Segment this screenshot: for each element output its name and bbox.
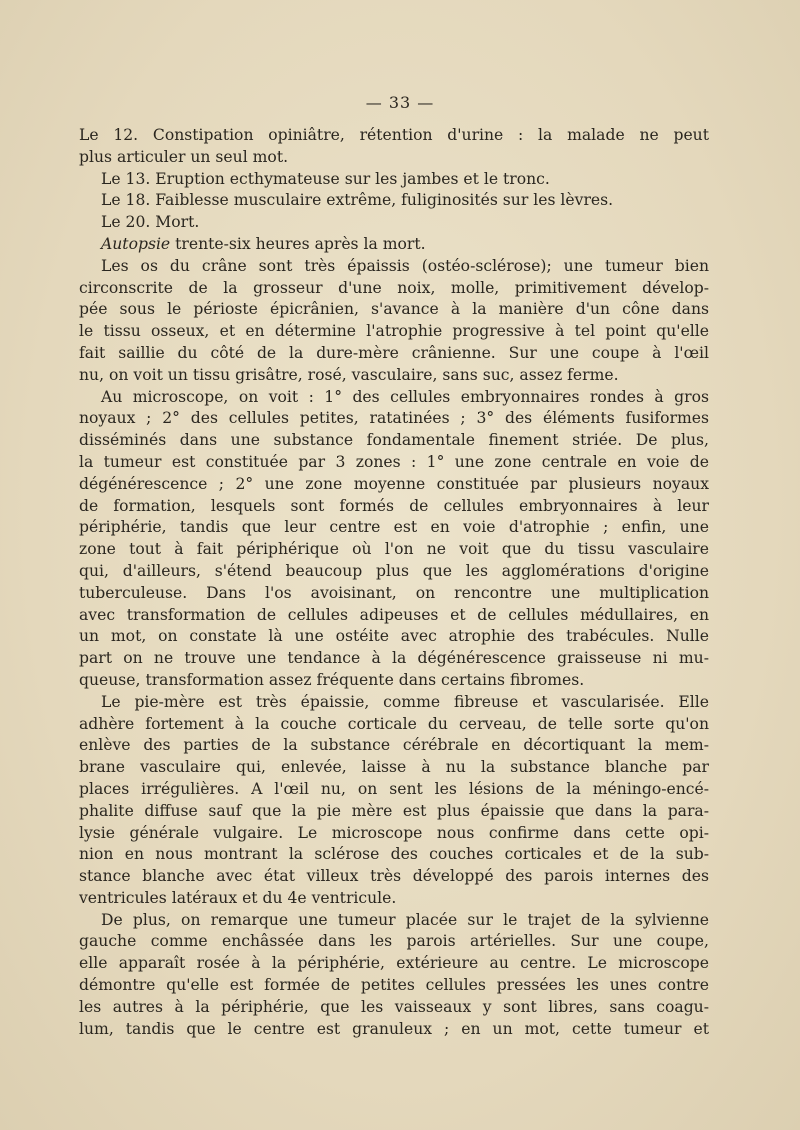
line-text: Le 18. Faiblesse musculaire extrême, fuliginosités sur les lèvres. bbox=[101, 191, 614, 210]
text-line bbox=[79, 561, 709, 583]
line-text: Le 13. Eruption ecthymateuse sur les jambes et le tronc. bbox=[101, 169, 550, 188]
line-text: brane vasculaire qui, enlevée, laisse à nu la substance blanche par bbox=[79, 758, 709, 777]
line-text: plus articuler un seul mot. bbox=[79, 147, 289, 166]
text-line bbox=[79, 953, 709, 975]
text-line bbox=[79, 714, 709, 736]
line-text: stance blanche avec état villeux très développé des parois internes des bbox=[79, 867, 709, 886]
body-text bbox=[79, 125, 709, 1040]
text-line bbox=[79, 823, 709, 845]
text-line bbox=[79, 735, 709, 757]
text-line bbox=[79, 234, 709, 256]
line-text: part on ne trouve une tendance à la dégénérescence graisseuse ni mu- bbox=[79, 649, 709, 668]
line-text: ventricules latéraux et du 4e ventricule. bbox=[79, 888, 397, 907]
text-line bbox=[79, 169, 709, 191]
text-line bbox=[79, 626, 709, 648]
text-line bbox=[79, 997, 709, 1019]
line-text: un mot, on constate là une ostéite avec atrophie des trabécules. Nulle bbox=[79, 627, 709, 646]
line-text: fait saillie du côté de la dure-mère crânienne. Sur une coupe à l'œil bbox=[79, 343, 709, 362]
line-text: la tumeur est constituée par 3 zones : 1° une zone centrale en voie de bbox=[79, 452, 709, 471]
text-line bbox=[79, 147, 709, 169]
text-line bbox=[79, 452, 709, 474]
line-text: Le 20. Mort. bbox=[101, 213, 200, 232]
line-text: gauche comme enchâssée dans les parois artérielles. Sur une coupe, bbox=[79, 932, 709, 951]
page-number: — 33 — bbox=[365, 93, 435, 112]
line-text: le tissu osseux, et en détermine l'atrophie progressive à tel point qu'elle bbox=[79, 322, 709, 341]
line-text: lysie générale vulgaire. Le microscope nous confirme dans cette opi- bbox=[79, 823, 709, 842]
text-line bbox=[79, 256, 709, 278]
line-text: lum, tandis que le centre est granuleux ; en un mot, cette tumeur et bbox=[79, 1019, 709, 1038]
text-line bbox=[79, 474, 709, 496]
line-text: trente-six heures après la mort. bbox=[170, 234, 426, 253]
line-text: queuse, transformation assez fréquente dans certains fibromes. bbox=[79, 670, 585, 689]
line-text: enlève des parties de la substance cérébrale en décortiquant la mem- bbox=[79, 736, 709, 755]
text-line bbox=[79, 692, 709, 714]
text-line bbox=[79, 605, 709, 627]
line-text: pée sous le périoste épicrânien, s'avance à la manière d'un cône dans bbox=[79, 300, 709, 319]
line-text: places irrégulières. A l'œil nu, on sent les lésions de la méningo-encé- bbox=[79, 779, 709, 798]
line-text: Les os du crâne sont très épaissis (ostéo-sclérose); une tumeur bien bbox=[101, 256, 709, 275]
line-text: les autres à la périphérie, que les vaisseaux y sont libres, sans coagu- bbox=[79, 997, 709, 1016]
text-line bbox=[79, 365, 709, 387]
line-text: dégénérescence ; 2° une zone moyenne constituée par plusieurs noyaux bbox=[79, 474, 709, 493]
text-line bbox=[79, 670, 709, 692]
line-text: tuberculeuse. Dans l'os avoisinant, on rencontre une multiplication bbox=[79, 583, 709, 602]
text-line bbox=[79, 931, 709, 953]
text-line bbox=[79, 844, 709, 866]
line-text: démontre qu'elle est formée de petites cellules pressées les unes contre bbox=[79, 976, 709, 995]
line-text: adhère fortement à la couche corticale du cerveau, de telle sorte qu'on bbox=[79, 714, 709, 733]
text-line bbox=[79, 801, 709, 823]
line-text: noyaux ; 2° des cellules petites, ratatinées ; 3° des éléments fusiformes bbox=[79, 409, 709, 428]
text-line bbox=[79, 779, 709, 801]
text-line bbox=[79, 866, 709, 888]
line-text: avec transformation de cellules adipeuses et de cellules médullaires, en bbox=[79, 605, 709, 624]
line-text: nu, on voit un tissu grisâtre, rosé, vasculaire, sans suc, assez ferme. bbox=[79, 365, 619, 384]
text-line bbox=[79, 408, 709, 430]
text-line bbox=[79, 299, 709, 321]
text-line bbox=[79, 910, 709, 932]
text-line bbox=[79, 539, 709, 561]
text-line bbox=[79, 583, 709, 605]
line-text: qui, d'ailleurs, s'étend beaucoup plus que les agglomérations d'origine bbox=[79, 561, 709, 580]
text-line bbox=[79, 321, 709, 343]
text-line bbox=[79, 888, 709, 910]
text-line bbox=[79, 387, 709, 409]
text-line bbox=[79, 343, 709, 365]
text-line bbox=[79, 975, 709, 997]
text-line bbox=[79, 1019, 709, 1041]
text-line bbox=[79, 517, 709, 539]
line-text: zone tout à fait périphérique où l'on ne voit que du tissu vasculaire bbox=[79, 540, 709, 559]
line-text: phalite diffuse sauf que la pie mère est plus épaissie que dans la para- bbox=[79, 801, 709, 820]
line-text: Au microscope, on voit : 1° des cellules embryonnaires rondes à gros bbox=[101, 387, 709, 406]
line-text: nion en nous montrant la sclérose des couches corticales et de la sub- bbox=[79, 845, 709, 864]
text-line bbox=[79, 648, 709, 670]
line-text: circonscrite de la grosseur d'une noix, molle, primitivement dévelop- bbox=[79, 278, 709, 297]
text-line bbox=[79, 496, 709, 518]
line-text: elle apparaît rosée à la périphérie, extérieure au centre. Le microscope bbox=[79, 954, 709, 973]
text-line bbox=[79, 430, 709, 452]
italic-word: Autopsie bbox=[101, 234, 171, 253]
text-line bbox=[79, 757, 709, 779]
line-text: De plus, on remarque une tumeur placée sur le trajet de la sylvienne bbox=[101, 910, 709, 929]
line-text: de formation, lesquels sont formés de cellules embryonnaires à leur bbox=[79, 496, 709, 515]
line-text: Le pie-mère est très épaissie, comme fibreuse et vascularisée. Elle bbox=[101, 692, 709, 711]
text-line bbox=[79, 278, 709, 300]
line-text: disséminés dans une substance fondamentale finement striée. De plus, bbox=[79, 431, 709, 450]
text-line bbox=[79, 190, 709, 212]
line-text: périphérie, tandis que leur centre est en voie d'atrophie ; enfin, une bbox=[79, 518, 709, 537]
text-line bbox=[79, 212, 709, 234]
text-line bbox=[79, 125, 709, 147]
line-text: Le 12. Constipation opiniâtre, rétention d'urine : la malade ne peut bbox=[79, 126, 709, 144]
